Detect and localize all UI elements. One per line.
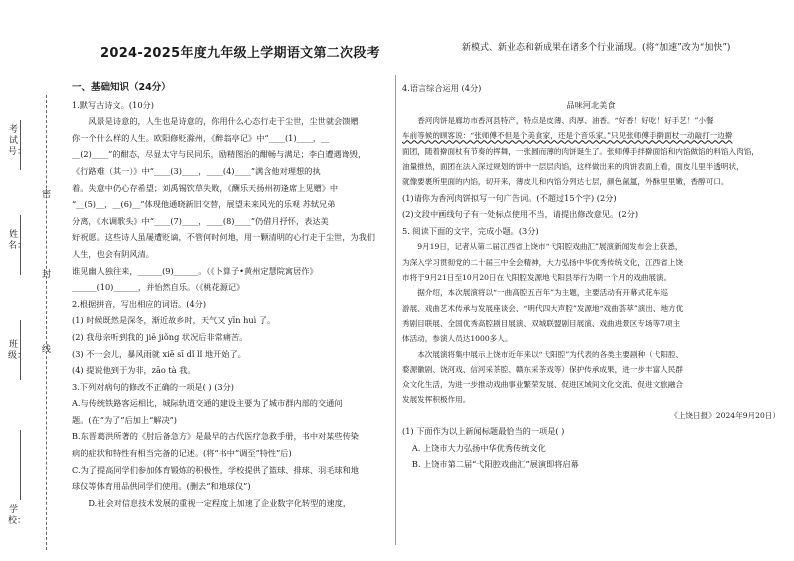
q1-line: 《行路难（其一）》中“____(3)____，____(4)____”满含他对理想的执 bbox=[72, 165, 321, 176]
q4-line: 就像要裹所里面的内馅，切开来，薄皮儿和内馅分列达七层，颜色氤氲，外酥里里嫩，香醇可口。 bbox=[402, 177, 729, 187]
q1-line: 你一个什么样的人生。欧阳修贬滁州，《醉翁亭记》中“____(1)____，__ bbox=[72, 132, 330, 143]
q5-paragraph-line: 市将于9月21日至10月20日在弋阳腔发源地弋阳县举行为期一个月的戏曲展演。 bbox=[402, 273, 672, 283]
q5-paragraph-line: 发展发挥积极作用。 bbox=[402, 395, 471, 405]
q5-paragraph-line: 据介绍，本次展演将以“一曲高腔五百年”为主题，主要活动有开幕式花车巡 bbox=[417, 288, 668, 298]
q1-line: 着。失意中仍心存希望；刘禹锡饮草失败，《酬乐天扬州初逢席上见赠》中 bbox=[72, 182, 339, 193]
left-column bbox=[72, 80, 390, 511]
q2-item: (2) 我母亲听到我的 jiē jiǒng 状况后非常痛苦。 bbox=[72, 331, 248, 342]
q3-heading: 3.下列对病句的修改不正确的一项是( ) (3分) bbox=[72, 381, 235, 392]
q5-paragraph-line: 为深入学习贯彻党的二十届三中全会精神，大力弘扬中华优秀传统文化，江西省上饶 bbox=[402, 257, 683, 267]
q5-option: A. 上饶市大力弘扬中华优秀传统文化 bbox=[411, 442, 546, 453]
q5-paragraph-line: 秀剧目联展、全国优秀高腔剧目展演、双城联盟剧目展演、戏曲进景区专场等7项主 bbox=[402, 318, 681, 328]
q4-line: 油量推热，面团在法入深过规划的饼中一层层肉馅，这样做出来的肉饼表面上看，面皮儿里半透明状， bbox=[402, 162, 744, 172]
q4-line: 面团，随着擀面杖有节奏的挥舞，一张圆而薄的肉饼诞生了。张师傅手拌擀面馅和内馅做馅的料馅入肉馅， bbox=[402, 146, 759, 156]
q1-tail-line: ______(10)______，并怡然自乐。（《桃花源记》 bbox=[72, 282, 245, 293]
q4-heading: 4.语言综合运用 (4分) bbox=[402, 83, 482, 93]
q1-line: “__(5)__，__(6)__”体现他通晓新旧交替，展望未来风光的乐观 苏轼兄弟 bbox=[72, 199, 336, 210]
q3-option: A.与传统铁路客运相比，城际轨道交通的建设主要为了城市群内部的交通问 bbox=[72, 398, 343, 409]
q3-option: D.社会对信息技术发展的重视一定程度上加速了企业数字化转型的速度， bbox=[88, 497, 352, 508]
section-title: 一、基础知识（24分） bbox=[72, 82, 171, 93]
q5-paragraph-line: 游展、戏曲艺术传承与发展座谈会、“明代四大声腔”发源地“戏曲荟萃”演出、地方优 bbox=[402, 303, 684, 313]
school-label: 学校： bbox=[8, 505, 27, 526]
q2-heading: 2.根据拼音，写出相应的词语。(4分) bbox=[72, 298, 207, 309]
q1-tail-line: 谁见幽人独往来，______(9)______。（《卜算子•黄州定慧院寓居作》 bbox=[72, 265, 318, 276]
q1-line: 好祝愿。这些诗人虽屡遭贬谪，不管何时何地，用一颗清明的心行走于尘世，为我们 bbox=[72, 232, 375, 243]
right-column bbox=[402, 80, 780, 473]
seal-mi-label: 密 bbox=[41, 190, 51, 200]
binding-margin bbox=[0, 0, 62, 561]
seal-feng-label: 封 bbox=[41, 270, 51, 280]
q5-option: B. 上饶市第二届“弋阳腔戏曲汇”展演即将启幕 bbox=[411, 459, 579, 470]
exam-title: 2024-2025年度九年级上学期语文第二次段考 bbox=[100, 46, 380, 61]
q1-line: __(2)____”的酣态，尽显太守与民同乐，励精图治的酣畅与满足；李白遭遇谗毁， bbox=[72, 149, 367, 160]
name-label: 姓名： bbox=[8, 230, 27, 251]
q3-option: 球仪等体育用品供同学们使用。(删去“和地球仪”) bbox=[72, 481, 251, 492]
q5-paragraph-line: 众文化生活，为进一步推动戏曲事业繁荣发展、促进区域间文化交流、促进文旅融合 bbox=[402, 380, 683, 390]
q2-item: (1) 时候既然是深冬，渐近故乡时，天气又 yīn huì 了。 bbox=[72, 315, 276, 326]
school-line bbox=[20, 430, 21, 500]
q5-question: (1) 下面作为以上新闻标题最恰当的一项是( ) bbox=[402, 426, 565, 437]
q5-paragraph-line: 9月19日，记者从第二届江西省上饶市“弋阳腔戏曲汇”展演新闻发布会上获悉， bbox=[417, 242, 683, 252]
q5-paragraph-line: 本次展演将集中展示上饶市近年来以“弋阳腔”为代表的各类主要剧种（弋阳腔、 bbox=[417, 349, 684, 359]
q2-item: (4) 提说他到于为非，zāo tà 我。 bbox=[72, 365, 196, 376]
class-line bbox=[20, 320, 21, 380]
q1-line: 风景是诗意的，人生也是诗意的，你用什么心态行走于尘世，尘世就会馈赠 bbox=[88, 116, 359, 127]
class-label: 班级： bbox=[8, 340, 27, 361]
previous-page-carryover: 新模式、新业态和新成果在诸多个行业涌现。(将“加速”改为“加快”) bbox=[462, 43, 731, 53]
exam-number-label: 考试号： bbox=[8, 125, 27, 157]
q4-passage-title: 品味河北美食 bbox=[566, 99, 616, 110]
q5-paragraph-line: 婺源徽剧、饶河戏、信河采茶腔、赣东采茶戏等）保护传承成果，进一步丰富人民群 bbox=[402, 364, 683, 374]
q3-option: 题。(在“为了”后加上“解决”) bbox=[72, 414, 178, 425]
q1-heading: 1.默写古诗文。(10分) bbox=[72, 99, 154, 110]
q3-option: C.为了提高同学们参加体育锻炼的积极性，学校提供了篮球、排球、羽毛球和地 bbox=[72, 464, 359, 475]
q4-line: 香河肉饼是廊坊市香河县特产，特点是皮薄、肉厚、油香。“好香！好吃！好手艺！”小餐 bbox=[417, 116, 714, 126]
seal-xian-label: 线 bbox=[41, 345, 51, 355]
q5-source: 《上饶日报》2024年9月20日） bbox=[670, 410, 780, 420]
q4-subquestion: (2)文段中画线句子有一处标点使用不当，请提出修改意见。(2分) bbox=[402, 209, 639, 220]
exam-number-line bbox=[20, 120, 21, 170]
q2-item: (3) 不一会儿，暴风雨就 xiē sī dǐ lǐ 地开始了。 bbox=[72, 348, 246, 359]
q5-paragraph-line: 体活动，参演人员达1000多人。 bbox=[402, 334, 513, 344]
q3-option: B.东晋葛洪所著的《肘后备急方》是最早的古代医疗急救手册，书中对某些传染 bbox=[72, 431, 359, 442]
q1-line: 人生，也会有阴风清。 bbox=[72, 248, 154, 259]
q3-option: 病的症状和特性有相当完备的记述。(将“书中”调至“特性”后) bbox=[72, 448, 292, 459]
q1-line: 分离，《水调歌头》中“____(7)____，____(8)____”仍借月抒怀，表达美 bbox=[72, 215, 329, 226]
seal-dashed-line bbox=[46, 95, 47, 550]
q4-line-underlined: 车前等候的顾客说：“张师傅不但是个美食家，还是个音乐家。”只见张师傅手擀面杖一动敲打一边擀 bbox=[402, 131, 733, 141]
column-divider bbox=[395, 75, 396, 545]
q5-heading: 5. 阅读下面的文字，完成小题。(3分) bbox=[402, 225, 539, 236]
q4-subquestion: (1)请你为香河肉饼拟写一句广告词。(不超过15个字) (2分) bbox=[402, 192, 617, 203]
